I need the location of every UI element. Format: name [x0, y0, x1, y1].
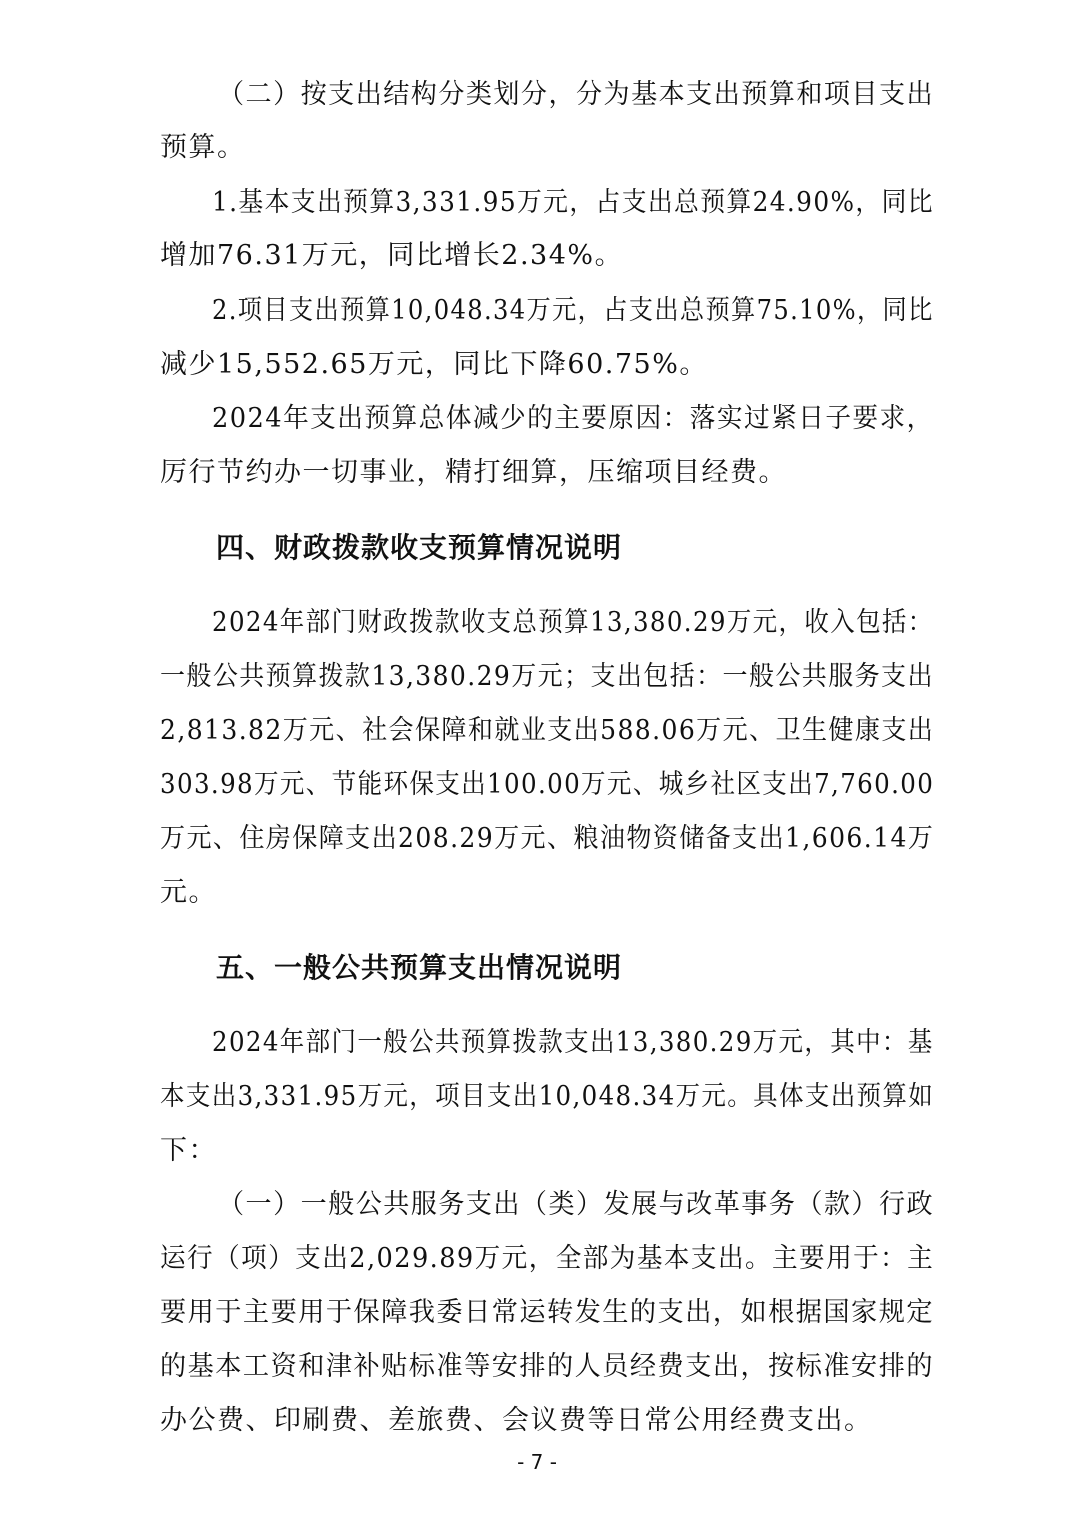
paragraph-line: 运行（项）支出2,029.89万元，全部为基本支出。主要用于：主: [160, 1243, 935, 1274]
section-heading: 四、财政拨款收支预算情况说明: [216, 531, 623, 564]
paragraph-line: 预算。: [160, 132, 246, 163]
paragraph-line: （二）按支出结构分类划分，分为基本支出预算和项目支出: [218, 79, 935, 110]
paragraph-line: 厉行节约办一切事业，精打细算，压缩项目经费。: [160, 457, 787, 488]
paragraph-line: 1.基本支出预算3,331.95万元，占支出总预算24.90%，同比: [212, 187, 934, 218]
paragraph-line: 2024年支出预算总体减少的主要原因：落实过紧日子要求，: [212, 403, 934, 434]
section-heading: 五、一般公共预算支出情况说明: [216, 951, 623, 984]
paragraph-line: 本支出3,331.95万元，项目支出10,048.34万元。具体支出预算如: [160, 1081, 935, 1112]
paragraph-line: （一）一般公共服务支出（类）发展与改革事务（款）行政: [218, 1189, 935, 1220]
paragraph-line: 万元、住房保障支出208.29万元、粮油物资储备支出1,606.14万: [160, 823, 935, 854]
paragraph-line: 办公费、印刷费、差旅费、会议费等日常公用经费支出。: [160, 1405, 873, 1436]
paragraph-line: 2024年部门一般公共预算拨款支出13,380.29万元，其中：基: [212, 1027, 934, 1058]
paragraph-line: 303.98万元、节能环保支出100.00万元、城乡社区支出7,760.00: [160, 769, 935, 800]
paragraph-line: 的基本工资和津补贴标准等安排的人员经费支出，按标准安排的: [160, 1351, 934, 1382]
paragraph-line: 一般公共预算拨款13,380.29万元；支出包括：一般公共服务支出: [160, 661, 934, 692]
paragraph-line: 2024年部门财政拨款收支总预算13,380.29万元，收入包括：: [212, 607, 934, 638]
paragraph-line: 2,813.82万元、社会保障和就业支出588.06万元、卫生健康支出: [160, 715, 935, 746]
paragraph-line: 2.项目支出预算10,048.34万元，占支出总预算75.10%，同比: [212, 295, 934, 326]
paragraph-line: 要用于主要用于保障我委日常运转发生的支出，如根据国家规定: [160, 1297, 934, 1328]
paragraph-line: 下：: [160, 1135, 217, 1166]
paragraph-line: 增加76.31万元，同比增长2.34%。: [160, 240, 624, 271]
paragraph-line: 减少15,552.65万元，同比下降60.75%。: [160, 349, 708, 380]
page-number: - 7 -: [517, 1450, 557, 1474]
paragraph-line: 元。: [160, 877, 217, 908]
